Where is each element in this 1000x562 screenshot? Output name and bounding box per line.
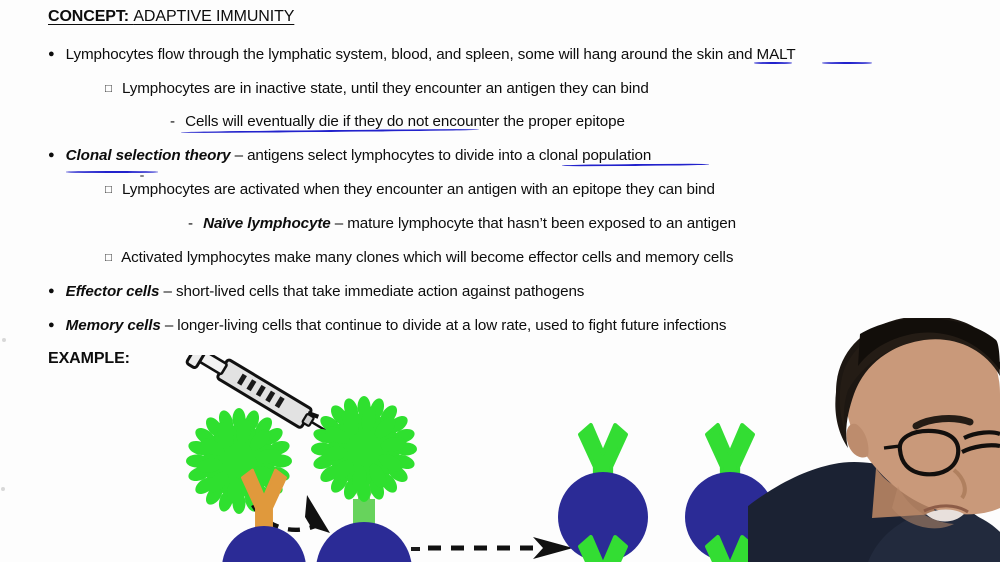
list-item-term: Effector cells bbox=[65, 283, 160, 300]
list-item-term: Naïve lymphocyte bbox=[203, 215, 331, 232]
list-item-label: Cells will eventually die if they do not encounter the proper epitope bbox=[185, 113, 625, 130]
list-item bbox=[105, 249, 733, 266]
list-item-label: – longer-living cells that continue to divide at a low rate, used to fight future infections bbox=[160, 317, 727, 334]
pen-underline-skin bbox=[754, 62, 792, 64]
list-item-label: Lymphocytes flow through the lymphatic system, blood, and spleen, some will hang around the skin and MALT bbox=[65, 46, 796, 63]
list-item bbox=[188, 215, 736, 232]
list-item-label: Lymphocytes are in inactive state, until they encounter an antigen they can bind bbox=[121, 80, 649, 97]
pen-underline-clonal bbox=[66, 171, 158, 173]
dashed-arrow bbox=[428, 537, 573, 559]
list-item bbox=[48, 147, 651, 164]
list-item-label: Activated lymphocytes make many clones which will become effector cells and memory cells bbox=[121, 249, 734, 266]
presenter-webcam-overlay bbox=[748, 318, 1000, 562]
stray-ink-mark bbox=[140, 175, 144, 177]
example-label: EXAMPLE: bbox=[48, 350, 130, 367]
page-title-bold: CONCEPT: bbox=[48, 8, 129, 25]
list-item-label: – short-lived cells that take immediate action against pathogens bbox=[159, 283, 585, 300]
activated-lymphocyte-bound-antigen bbox=[311, 396, 417, 562]
list-item-label: – antigens select lymphocytes to divide into a clonal population bbox=[230, 147, 652, 164]
pen-underline-clonal-population bbox=[562, 163, 709, 166]
list-item-term: Clonal selection theory bbox=[65, 147, 231, 164]
list-item-label: Lymphocytes are activated when they encounter an antigen with an epitope they can bind bbox=[121, 181, 715, 198]
clone-cell bbox=[558, 425, 648, 562]
list-item bbox=[48, 317, 726, 334]
list-item bbox=[105, 181, 715, 198]
list-item bbox=[105, 80, 649, 97]
list-item-term: Memory cells bbox=[65, 317, 161, 334]
pen-underline-malt bbox=[822, 62, 872, 64]
page-title bbox=[48, 8, 294, 26]
list-item bbox=[170, 113, 625, 130]
list-item-label: – mature lymphocyte that hasn’t been exposed to an antigen bbox=[330, 215, 736, 232]
page-speck bbox=[2, 338, 6, 342]
stray-dash-mark bbox=[411, 547, 420, 551]
page-title-rest: ADAPTIVE IMMUNITY bbox=[133, 8, 295, 25]
list-item bbox=[48, 46, 796, 63]
list-item bbox=[48, 283, 584, 300]
